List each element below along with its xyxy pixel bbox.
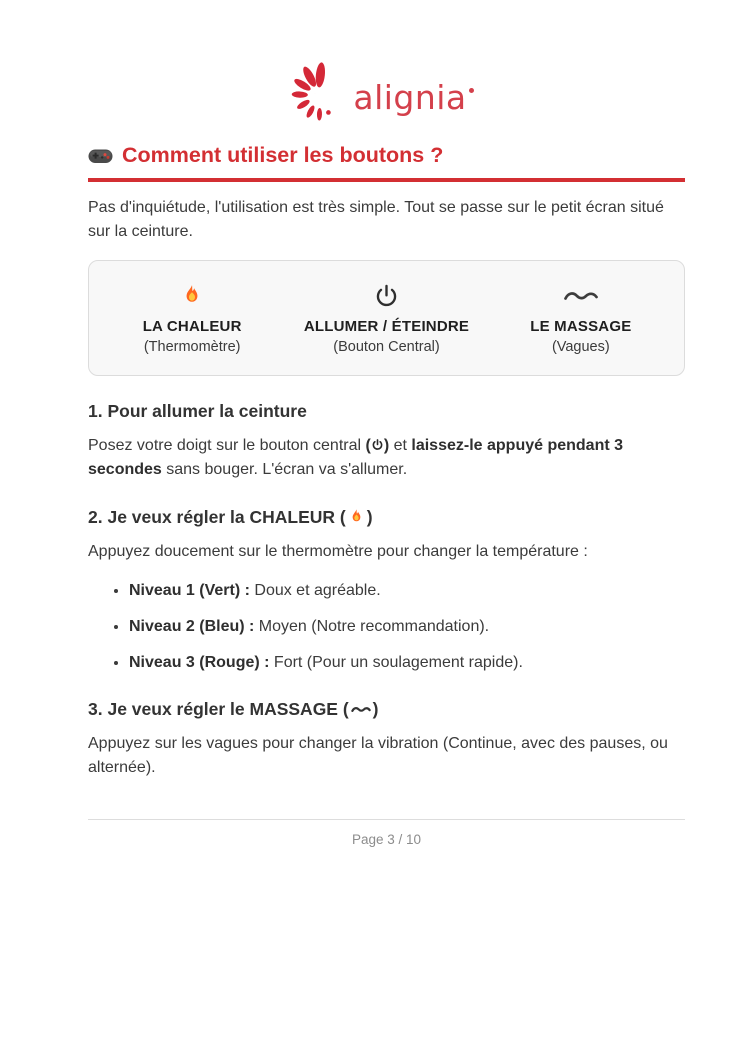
level-3-label: Niveau 3 (Rouge) : <box>129 653 270 671</box>
section-3-title <box>88 699 685 720</box>
section-1-title <box>88 401 685 422</box>
list-item-level-3 <box>129 653 685 674</box>
section-1-text: Posez votre doigt sur le bouton central <box>88 437 366 455</box>
panel-label-massage: LE MASSAGE <box>530 318 632 336</box>
document-page <box>0 142 753 847</box>
level-2-label: Niveau 2 (Bleu) : <box>129 618 255 636</box>
brand-logo <box>279 57 473 125</box>
section-1-text-3: sans bouger. L'écran va s'allumer. <box>161 461 408 479</box>
wave-icon <box>563 279 599 313</box>
level-1-text: Doux et agréable. <box>249 582 381 600</box>
panel-item-heat <box>95 279 289 355</box>
intro-paragraph: Pas d'inquiétude, l'utilisation est très simple. Tout se passe sur le petit écran situé sur la ceinture. <box>88 198 664 240</box>
panel-sublabel-massage: (Vagues) <box>551 339 610 356</box>
paren-close: ) <box>383 437 390 455</box>
section-2-paragraph: Appuyez doucement sur le thermomètre pour changer la température : <box>88 543 588 561</box>
section-1-bold: laissez-le appuyé pendant 3 secondes <box>88 437 624 479</box>
power-icon-inline <box>371 438 384 452</box>
panel-sublabel-power: (Bouton Central) <box>333 339 440 356</box>
gamepad-icon <box>88 147 113 164</box>
brand-dot <box>469 88 474 93</box>
footer-divider <box>88 819 685 820</box>
level-1-label: Niveau 1 (Vert) : <box>129 582 250 600</box>
panel-label-heat: LA CHALEUR <box>142 318 242 336</box>
power-icon <box>373 279 400 313</box>
fire-icon-inline <box>348 508 365 527</box>
section-3-title-prefix: 3. Je veux régler le MASSAGE ( <box>88 698 349 719</box>
level-2-text: Moyen (Notre recommandation). <box>254 618 490 636</box>
page-title-text: Comment utiliser les boutons ? <box>122 143 444 167</box>
section-2-title-prefix: 2. Je veux régler la CHALEUR ( <box>88 507 346 528</box>
section-2-title <box>88 507 685 528</box>
panel-item-power <box>289 279 483 355</box>
wave-icon-inline <box>351 705 371 714</box>
level-3-text: Fort (Pour un soulagement rapide). <box>269 653 523 671</box>
panel-sublabel-heat: (Thermomètre) <box>143 339 241 356</box>
buttons-panel <box>88 260 685 376</box>
logo-petals-icon <box>279 57 351 125</box>
logo <box>0 0 753 125</box>
list-item-level-2 <box>129 617 685 638</box>
panel-label-power: ALLUMER / ÉTEINDRE <box>303 318 470 336</box>
page-title <box>88 142 685 169</box>
page-number: Page 3 / 10 <box>351 831 422 847</box>
paren-open: ( <box>365 437 371 455</box>
panel-item-massage <box>484 279 678 355</box>
brand-wordmark: alignia <box>353 78 467 117</box>
title-divider <box>88 178 685 182</box>
fire-icon <box>180 279 204 313</box>
section-1-text-2: et <box>389 437 412 455</box>
heat-levels-list <box>88 581 685 673</box>
section-3-title-suffix: ) <box>372 698 379 719</box>
section-3-paragraph: Appuyez sur les vagues pour changer la vibration (Continue, avec des pauses, ou alternée). <box>88 734 668 776</box>
section-2-title-suffix: ) <box>366 507 373 528</box>
section-1-title-text: 1. Pour allumer la ceinture <box>88 401 307 422</box>
list-item-level-1 <box>129 581 685 602</box>
section-1-paragraph <box>88 434 685 482</box>
